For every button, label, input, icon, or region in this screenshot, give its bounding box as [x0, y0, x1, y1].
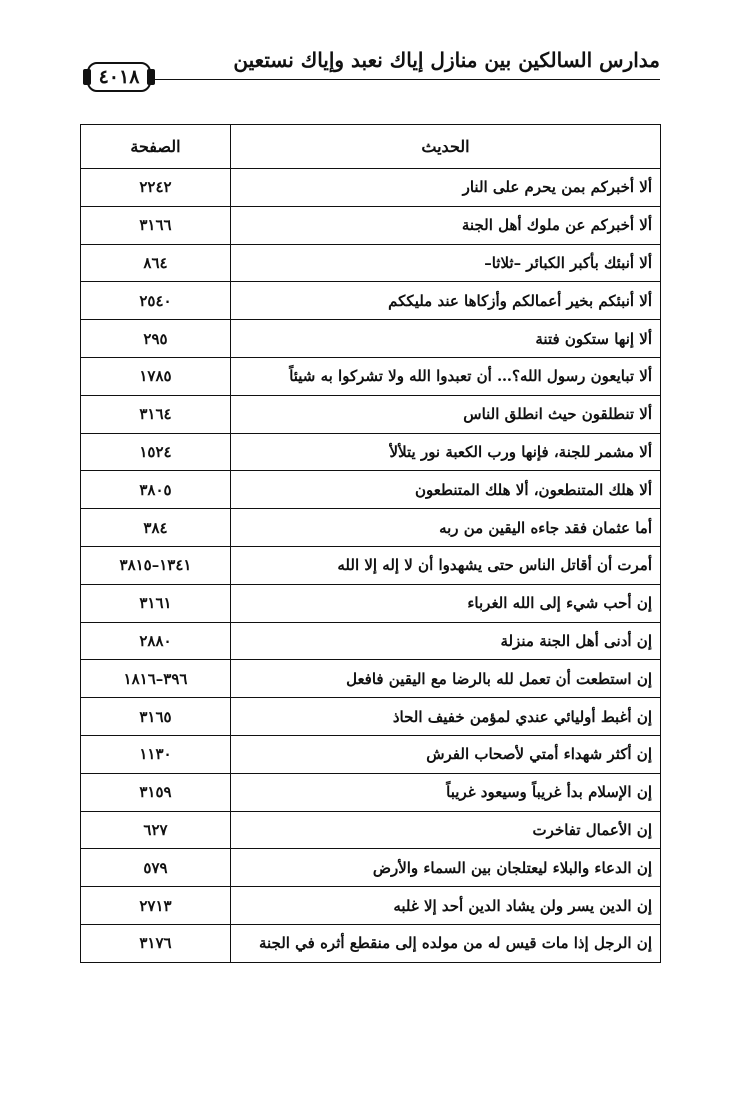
table-row — [81, 509, 661, 547]
page-reference: ٣١٦١ — [81, 584, 231, 622]
hadith-text: إن الرجل إذا مات قيس له من مولده إلى منقطع أثره في الجنة — [231, 924, 661, 962]
hadith-text: ألا أنبئكم بخير أعمالكم وأزكاها عند مليككم — [231, 282, 661, 320]
header-rule — [151, 79, 660, 80]
hadith-text: ألا أخبركم بمن يحرم على النار — [231, 169, 661, 207]
page-reference: ١٧٨٥ — [81, 357, 231, 395]
hadith-text: ألا أخبركم عن ملوك أهل الجنة — [231, 206, 661, 244]
hadith-text: ألا هلك المتنطعون، ألا هلك المتنطعون — [231, 471, 661, 509]
hadith-text: إن أدنى أهل الجنة منزلة — [231, 622, 661, 660]
page-number: ٤٠١٨ — [87, 62, 151, 92]
table-row — [81, 546, 661, 584]
page-reference: ٢٩٥ — [81, 320, 231, 358]
table-row — [81, 773, 661, 811]
table-row — [81, 811, 661, 849]
column-header-page: الصفحة — [81, 125, 231, 169]
hadith-text: إن أغبط أوليائي عندي لمؤمن خفيف الحاذ — [231, 698, 661, 736]
hadith-text: أمرت أن أقاتل الناس حتى يشهدوا أن لا إله إلا الله — [231, 546, 661, 584]
page-header — [83, 40, 660, 96]
table-row — [81, 584, 661, 622]
page-reference: ٣١٧٦ — [81, 924, 231, 962]
table-row — [81, 887, 661, 925]
hadith-text: ألا إنها ستكون فتنة — [231, 320, 661, 358]
hadith-text: إن الإسلام بدأ غريباً وسيعود غريباً — [231, 773, 661, 811]
hadith-text: إن أحب شيء إلى الله الغرباء — [231, 584, 661, 622]
hadith-index-table — [80, 124, 661, 963]
page-reference: ٢٢٤٢ — [81, 169, 231, 207]
table-row — [81, 282, 661, 320]
table-header-row — [81, 125, 661, 169]
hadith-text: ألا مشمر للجنة، فإنها ورب الكعبة نور يتلألأ — [231, 433, 661, 471]
table-row — [81, 244, 661, 282]
table-body — [81, 169, 661, 963]
page-reference: ١٣٤١–٣٨١٥ — [81, 546, 231, 584]
table-row — [81, 622, 661, 660]
column-header-hadith: الحديث — [231, 125, 661, 169]
hadith-text: إن الدعاء والبلاء ليعتلجان بين السماء والأرض — [231, 849, 661, 887]
hadith-text: إن الأعمال تفاخرت — [231, 811, 661, 849]
table-row — [81, 395, 661, 433]
page-reference: ٣٨٠٥ — [81, 471, 231, 509]
table-row — [81, 471, 661, 509]
page-reference: ٣٩٦–١٨١٦ — [81, 660, 231, 698]
table-row — [81, 169, 661, 207]
table-row — [81, 357, 661, 395]
table-row — [81, 924, 661, 962]
hadith-text: إن أكثر شهداء أمتي لأصحاب الفرش — [231, 735, 661, 773]
table-row — [81, 698, 661, 736]
table-row — [81, 206, 661, 244]
table-row — [81, 849, 661, 887]
page-reference: ١١٣٠ — [81, 735, 231, 773]
table-row — [81, 660, 661, 698]
table-row — [81, 320, 661, 358]
table-row — [81, 433, 661, 471]
page-reference: ٣١٦٥ — [81, 698, 231, 736]
hadith-text: ألا تنطلقون حيث انطلق الناس — [231, 395, 661, 433]
page-reference: ٢٨٨٠ — [81, 622, 231, 660]
page-reference: ١٥٢٤ — [81, 433, 231, 471]
hadith-text: إن استطعت أن تعمل لله بالرضا مع اليقين فافعل — [231, 660, 661, 698]
page-reference: ٣١٦٤ — [81, 395, 231, 433]
page-reference: ٣١٦٦ — [81, 206, 231, 244]
hadith-text: أما عثمان فقد جاءه اليقين من ربه — [231, 509, 661, 547]
page-reference: ٣١٥٩ — [81, 773, 231, 811]
page-reference: ٦٢٧ — [81, 811, 231, 849]
hadith-text: ألا تبايعون رسول الله؟… أن تعبدوا الله ولا تشركوا به شيئاً — [231, 357, 661, 395]
book-title: مدارس السالكين بين منازل إياك نعبد وإياك نستعين — [233, 48, 660, 72]
page-reference: ٨٦٤ — [81, 244, 231, 282]
page-reference: ٢٥٤٠ — [81, 282, 231, 320]
table-row — [81, 735, 661, 773]
hadith-text: إن الدين يسر ولن يشاد الدين أحد إلا غلبه — [231, 887, 661, 925]
page-reference: ٥٧٩ — [81, 849, 231, 887]
page-reference: ٢٧١٣ — [81, 887, 231, 925]
hadith-text: ألا أنبئك بأكبر الكبائر –ثلاثا– — [231, 244, 661, 282]
page-reference: ٣٨٤ — [81, 509, 231, 547]
